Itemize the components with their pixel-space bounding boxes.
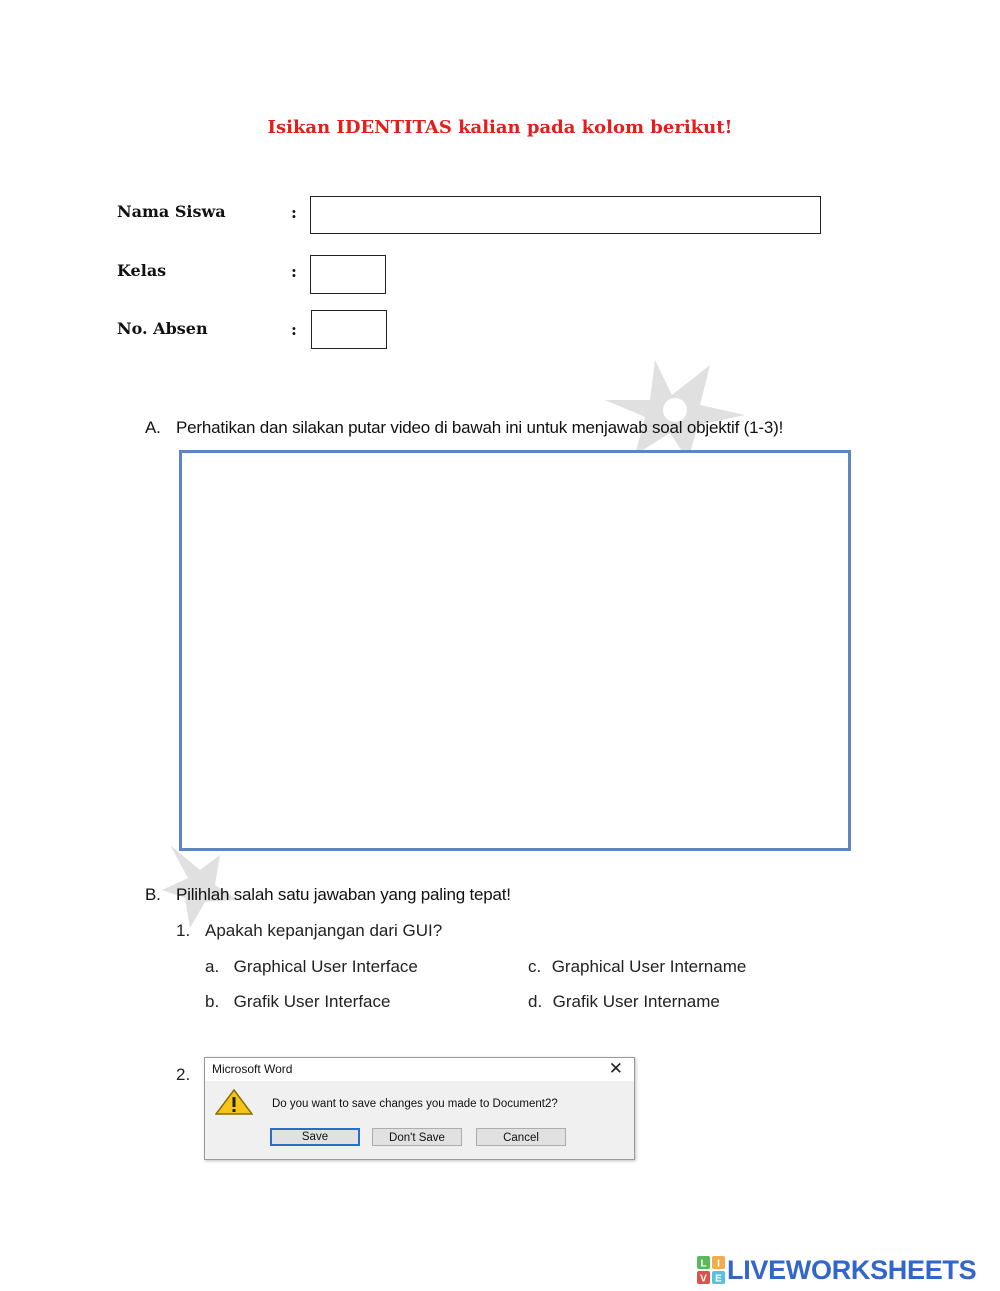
dont-save-button: Don't Save <box>372 1128 462 1146</box>
class-colon: : <box>291 262 297 281</box>
option-text: Graphical User Intername <box>551 957 747 976</box>
brand-name: LIVEWORKSHEETS <box>727 1254 977 1285</box>
class-label: Kelas <box>117 261 167 280</box>
page-heading: Isikan IDENTITAS kalian pada kolom berikut! <box>267 117 733 138</box>
svg-text:V: V <box>700 1273 707 1284</box>
section-b-marker: B. <box>145 885 161 904</box>
option-letter: c. <box>528 957 542 976</box>
absen-colon: : <box>291 320 297 339</box>
warning-icon <box>215 1089 253 1115</box>
save-dialog-image <box>204 1057 635 1160</box>
option-d[interactable] <box>528 992 720 1012</box>
student-name-input[interactable] <box>310 196 821 234</box>
name-label: Nama Siswa <box>117 202 226 221</box>
liveworksheets-logo-icon <box>697 1256 725 1284</box>
save-button: Save <box>270 1128 360 1146</box>
close-icon: ✕ <box>608 1059 623 1078</box>
option-a[interactable] <box>205 957 418 977</box>
dialog-message: Do you want to save changes you made to Document2? <box>272 1098 558 1110</box>
option-letter: a. <box>205 957 220 976</box>
svg-text:E: E <box>715 1273 722 1284</box>
option-letter: d. <box>528 992 543 1011</box>
class-input[interactable] <box>310 255 386 294</box>
svg-text:L: L <box>700 1258 707 1270</box>
svg-text:I: I <box>717 1258 720 1270</box>
question-1-number: 1. <box>176 921 191 940</box>
section-a-marker: A. <box>145 418 161 437</box>
option-text: Grafik User Interface <box>233 992 391 1011</box>
liveworksheets-logo <box>697 1255 976 1285</box>
option-letter: b. <box>205 992 220 1011</box>
watermark-star-icon <box>600 355 750 465</box>
option-b[interactable] <box>205 992 390 1012</box>
option-text: Grafik User Intername <box>552 992 720 1011</box>
absen-label: No. Absen <box>117 319 208 338</box>
option-text: Graphical User Interface <box>233 957 418 976</box>
section-b-text: Pilihlah salah satu jawaban yang paling tepat! <box>176 885 511 904</box>
absen-input[interactable] <box>311 310 387 349</box>
video-player[interactable] <box>179 450 851 851</box>
section-a-text: Perhatikan dan silakan putar video di bawah ini untuk menjawab soal objektif (1-3)! <box>176 418 784 437</box>
name-colon: : <box>291 203 297 222</box>
question-1-text: Apakah kepanjangan dari GUI? <box>205 921 443 940</box>
option-c[interactable] <box>528 957 746 977</box>
dialog-title: Microsoft Word <box>212 1062 293 1076</box>
dialog-titlebar <box>205 1058 634 1081</box>
cancel-button: Cancel <box>476 1128 566 1146</box>
question-2-number: 2. <box>176 1065 191 1084</box>
